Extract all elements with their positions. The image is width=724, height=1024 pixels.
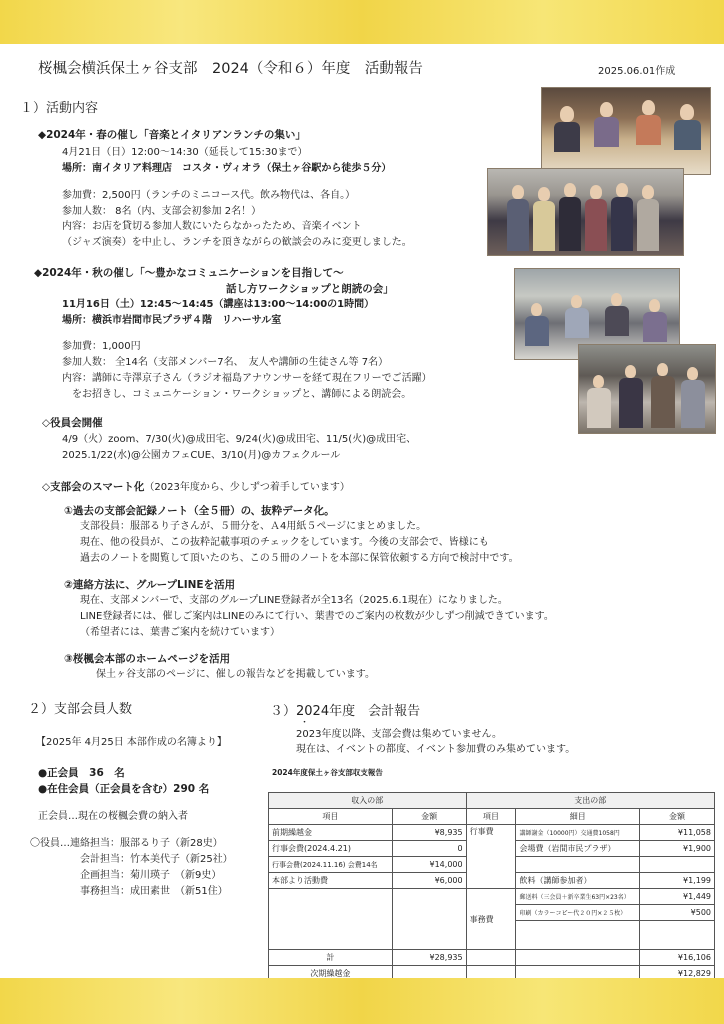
col-detail: 細目	[516, 809, 640, 825]
expense-amount: ¥500	[640, 905, 715, 921]
income-amount: ¥8,935	[392, 825, 466, 841]
expense-total: ¥16,106	[640, 950, 715, 966]
carry-amount: ¥12,829	[640, 966, 715, 982]
autumn-group-photo	[578, 344, 716, 434]
board-meeting-title: ◇役員会開催	[42, 417, 103, 429]
officer-row	[30, 836, 223, 852]
section-1-heading: １）活動内容	[20, 101, 99, 116]
col-item: 項目	[269, 809, 393, 825]
autumn-fee: 参加費：1,000円	[62, 341, 141, 352]
board-meeting-dates: 4/9（火）zoom、7/30(火)@成田宅、9/24(火)@成田宅、11/5(火)@成田宅、	[62, 434, 417, 445]
autumn-event-title-2: 話し方ワークショップと朗読の会」	[226, 283, 394, 295]
expense-category: 行事費	[466, 825, 516, 889]
officer-role: 〇役員…連絡担当：	[30, 838, 120, 849]
resident-members: ●在住会員（正会員を含む）290 名	[38, 783, 210, 795]
total-label: 計	[269, 950, 393, 966]
smart-item-3-title: ③桜楓会本部のホームページを活用	[64, 653, 231, 665]
section-2-heading: ２）支部会員人数	[28, 702, 133, 717]
autumn-content: 内容：講師に寺澤京子さん（ラジオ福島アナウンサーを経て現在フリーでご活躍）	[62, 373, 432, 384]
created-date: 2025.06.01作成	[598, 66, 676, 77]
officer-row	[80, 868, 221, 884]
officer-role: 事務担当：	[80, 886, 130, 897]
income-amount: ¥14,000	[392, 857, 466, 873]
officer-name: 竹本美代子（新25社）	[130, 854, 233, 865]
smart-heading-row	[42, 475, 350, 496]
spring-fee: 参加費：2,500円（ランチのミニコース代。飲み物代は、各自。）	[62, 190, 356, 201]
spring-event-place: 場所：南イタリア料理店 コスタ・ヴィオラ（保土ヶ谷駅から徒歩５分）	[62, 163, 392, 174]
smart-item-2-line: 現在、支部メンバーで、支部のグループLINE登録者が全13名（2025.6.1現在）になりました。	[80, 595, 508, 606]
regular-member-note: 正会員…現在の桜楓会費の納入者	[38, 811, 188, 822]
expense-amount: ¥1,199	[640, 873, 715, 889]
income-item: 前期繰越金	[269, 825, 393, 841]
spring-content: 内容：お店を貸切る参加人数にいたらなかったため、音楽イベント	[62, 221, 362, 232]
expense-category: 事務費	[466, 889, 516, 950]
officer-row	[80, 884, 228, 900]
smart-item-1-line: 現在、他の役員が、この抜粋記載事項のチェックをしています。今後の支部会で、皆様にも	[80, 537, 489, 548]
income-item: 行事会費(2024.4.21)	[269, 841, 393, 857]
expense-detail	[516, 857, 640, 873]
accounting-note: 2023年度以降、支部会費は集めていません。	[296, 729, 503, 740]
expense-detail: 印刷（カラーコピー代２０円×２５枚）	[516, 905, 640, 921]
smart-item-2-line: LINE登録者には、催しご案内はLINEのみにて行い、葉書でのご案内の枚数が少しずつ削減できています。	[80, 611, 554, 622]
table-row	[269, 889, 715, 905]
smart-item-3-line: 保土ヶ谷支部のページに、催しの報告などを掲載しています。	[96, 669, 375, 680]
income-total: ¥28,935	[392, 950, 466, 966]
expense-detail: 飲料（講師参加者）	[516, 873, 640, 889]
page-title: 桜楓会横浜保土ヶ谷支部 2024（令和６）年度 活動報告	[38, 61, 423, 77]
top-yellow-band	[0, 0, 724, 44]
officer-row	[80, 852, 233, 868]
bottom-yellow-band	[0, 978, 724, 1024]
officer-role: 企画担当：	[80, 870, 130, 881]
bullet-dot: ・	[300, 718, 310, 728]
income-empty-cell	[392, 889, 466, 950]
expense-empty-cell	[516, 921, 640, 950]
board-meeting-dates-2: 2025.1/22(水)@公園カフェCUE、3/10(月)@カフェクルール	[62, 450, 341, 461]
col-amount: 金額	[392, 809, 466, 825]
income-amount: ¥6,000	[392, 873, 466, 889]
expense-detail: 郵送料（三会員＋新卒業生63円×23名）	[516, 889, 640, 905]
regular-members: ●正会員 36 名	[38, 767, 125, 779]
smart-title: ◇支部会のスマート化	[42, 481, 145, 493]
smart-item-1-title: ①過去の支部会記録ノート（全５冊）の、抜粋データ化。	[64, 505, 335, 517]
autumn-event-title: ◆2024年・秋の催し「～豊かなコミュニケーションを目指して～	[34, 267, 344, 279]
officer-name: 服部るり子（新28史）	[120, 838, 223, 849]
autumn-content-2: をお招きし、コミュニケーション・ワークショップと、講師による朗読会。	[62, 389, 412, 400]
total-row	[269, 950, 715, 966]
expense-amount	[640, 857, 715, 873]
autumn-count: 参加人数： 全14名（支部メンバー7名、 友人や講師の生徒さん等 7名）	[62, 357, 389, 368]
expense-amount: ¥1,449	[640, 889, 715, 905]
table-row	[269, 825, 715, 841]
income-item: 行事会費(2024.11.16) 会費14名	[269, 857, 393, 873]
spring-event-title: ◆2024年・春の催し「音楽とイタリアンランチの集い」	[38, 129, 306, 141]
table-title: 2024年度保土ヶ谷支部収支報告	[272, 768, 383, 777]
expense-empty-cell	[640, 921, 715, 950]
spring-content-2: （ジャズ演奏）を中止し、ランチを頂きながらの歓談会のみに変更しました。	[62, 237, 412, 248]
table-column-header-row	[269, 809, 715, 825]
expense-detail: 会場費（岩間市民プラザ）	[516, 841, 640, 857]
accounting-note-2: 現在は、イベントの都度、イベント参加費のみ集めています。	[296, 744, 576, 755]
income-item: 本部より活動費	[269, 873, 393, 889]
table-section-header-row	[269, 793, 715, 809]
smart-item-1-line: 過去のノートを閲覧して頂いたのち、この５冊のノートを本部に保管依頼する方向で検討中です。	[80, 553, 519, 564]
spring-event-date: 4月21日（日）12:00～14:30（延長して15:30まで）	[62, 147, 308, 158]
expense-header: 支出の部	[466, 793, 714, 809]
autumn-event-place: 場所：横浜市岩間市民プラザ４階 リハーサル室	[62, 315, 282, 326]
expense-detail: 講師謝金（10000円）交通費1058円	[516, 825, 640, 841]
spring-count: 参加人数： 8名（内、支部会初参加 2名！）	[62, 206, 262, 217]
accounting-table	[268, 792, 715, 982]
smart-item-2-line: （希望者には、葉書ご案内を続けています）	[80, 627, 280, 638]
income-amount: 0	[392, 841, 466, 857]
income-header: 収入の部	[269, 793, 467, 809]
carry-label: 次期繰越金	[269, 966, 393, 982]
section-3-heading: ３）2024年度 会計報告	[270, 704, 421, 719]
smart-title-note: （2023年度から、少しずつ着手しています）	[144, 482, 350, 493]
col-item: 項目	[466, 809, 516, 825]
col-amount: 金額	[640, 809, 715, 825]
spring-group-photo	[487, 168, 684, 256]
expense-amount: ¥11,058	[640, 825, 715, 841]
income-empty-cell	[269, 889, 393, 950]
officer-role: 会計担当：	[80, 854, 130, 865]
member-list-source: 【2025年 4月25日 本部作成の名簿より】	[36, 737, 227, 748]
officer-name: 成田素世 （新51住）	[130, 886, 228, 897]
smart-item-2-title: ②連絡方法に、グループLINEを活用	[64, 579, 236, 591]
spring-lunch-photo	[541, 87, 711, 175]
expense-amount: ¥1,900	[640, 841, 715, 857]
empty-cell	[516, 950, 640, 966]
smart-item-1-line: 支部役員：服部るり子さんが、５冊分を、Ａ4用紙５ページにまとめました。	[80, 521, 427, 532]
empty-cell	[466, 950, 516, 966]
autumn-event-date: 11月16日（土）12:45～14:45（講座は13:00～14:00の1時間）	[62, 299, 375, 310]
officer-name: 菊川瑛子 （新9史）	[130, 870, 222, 881]
